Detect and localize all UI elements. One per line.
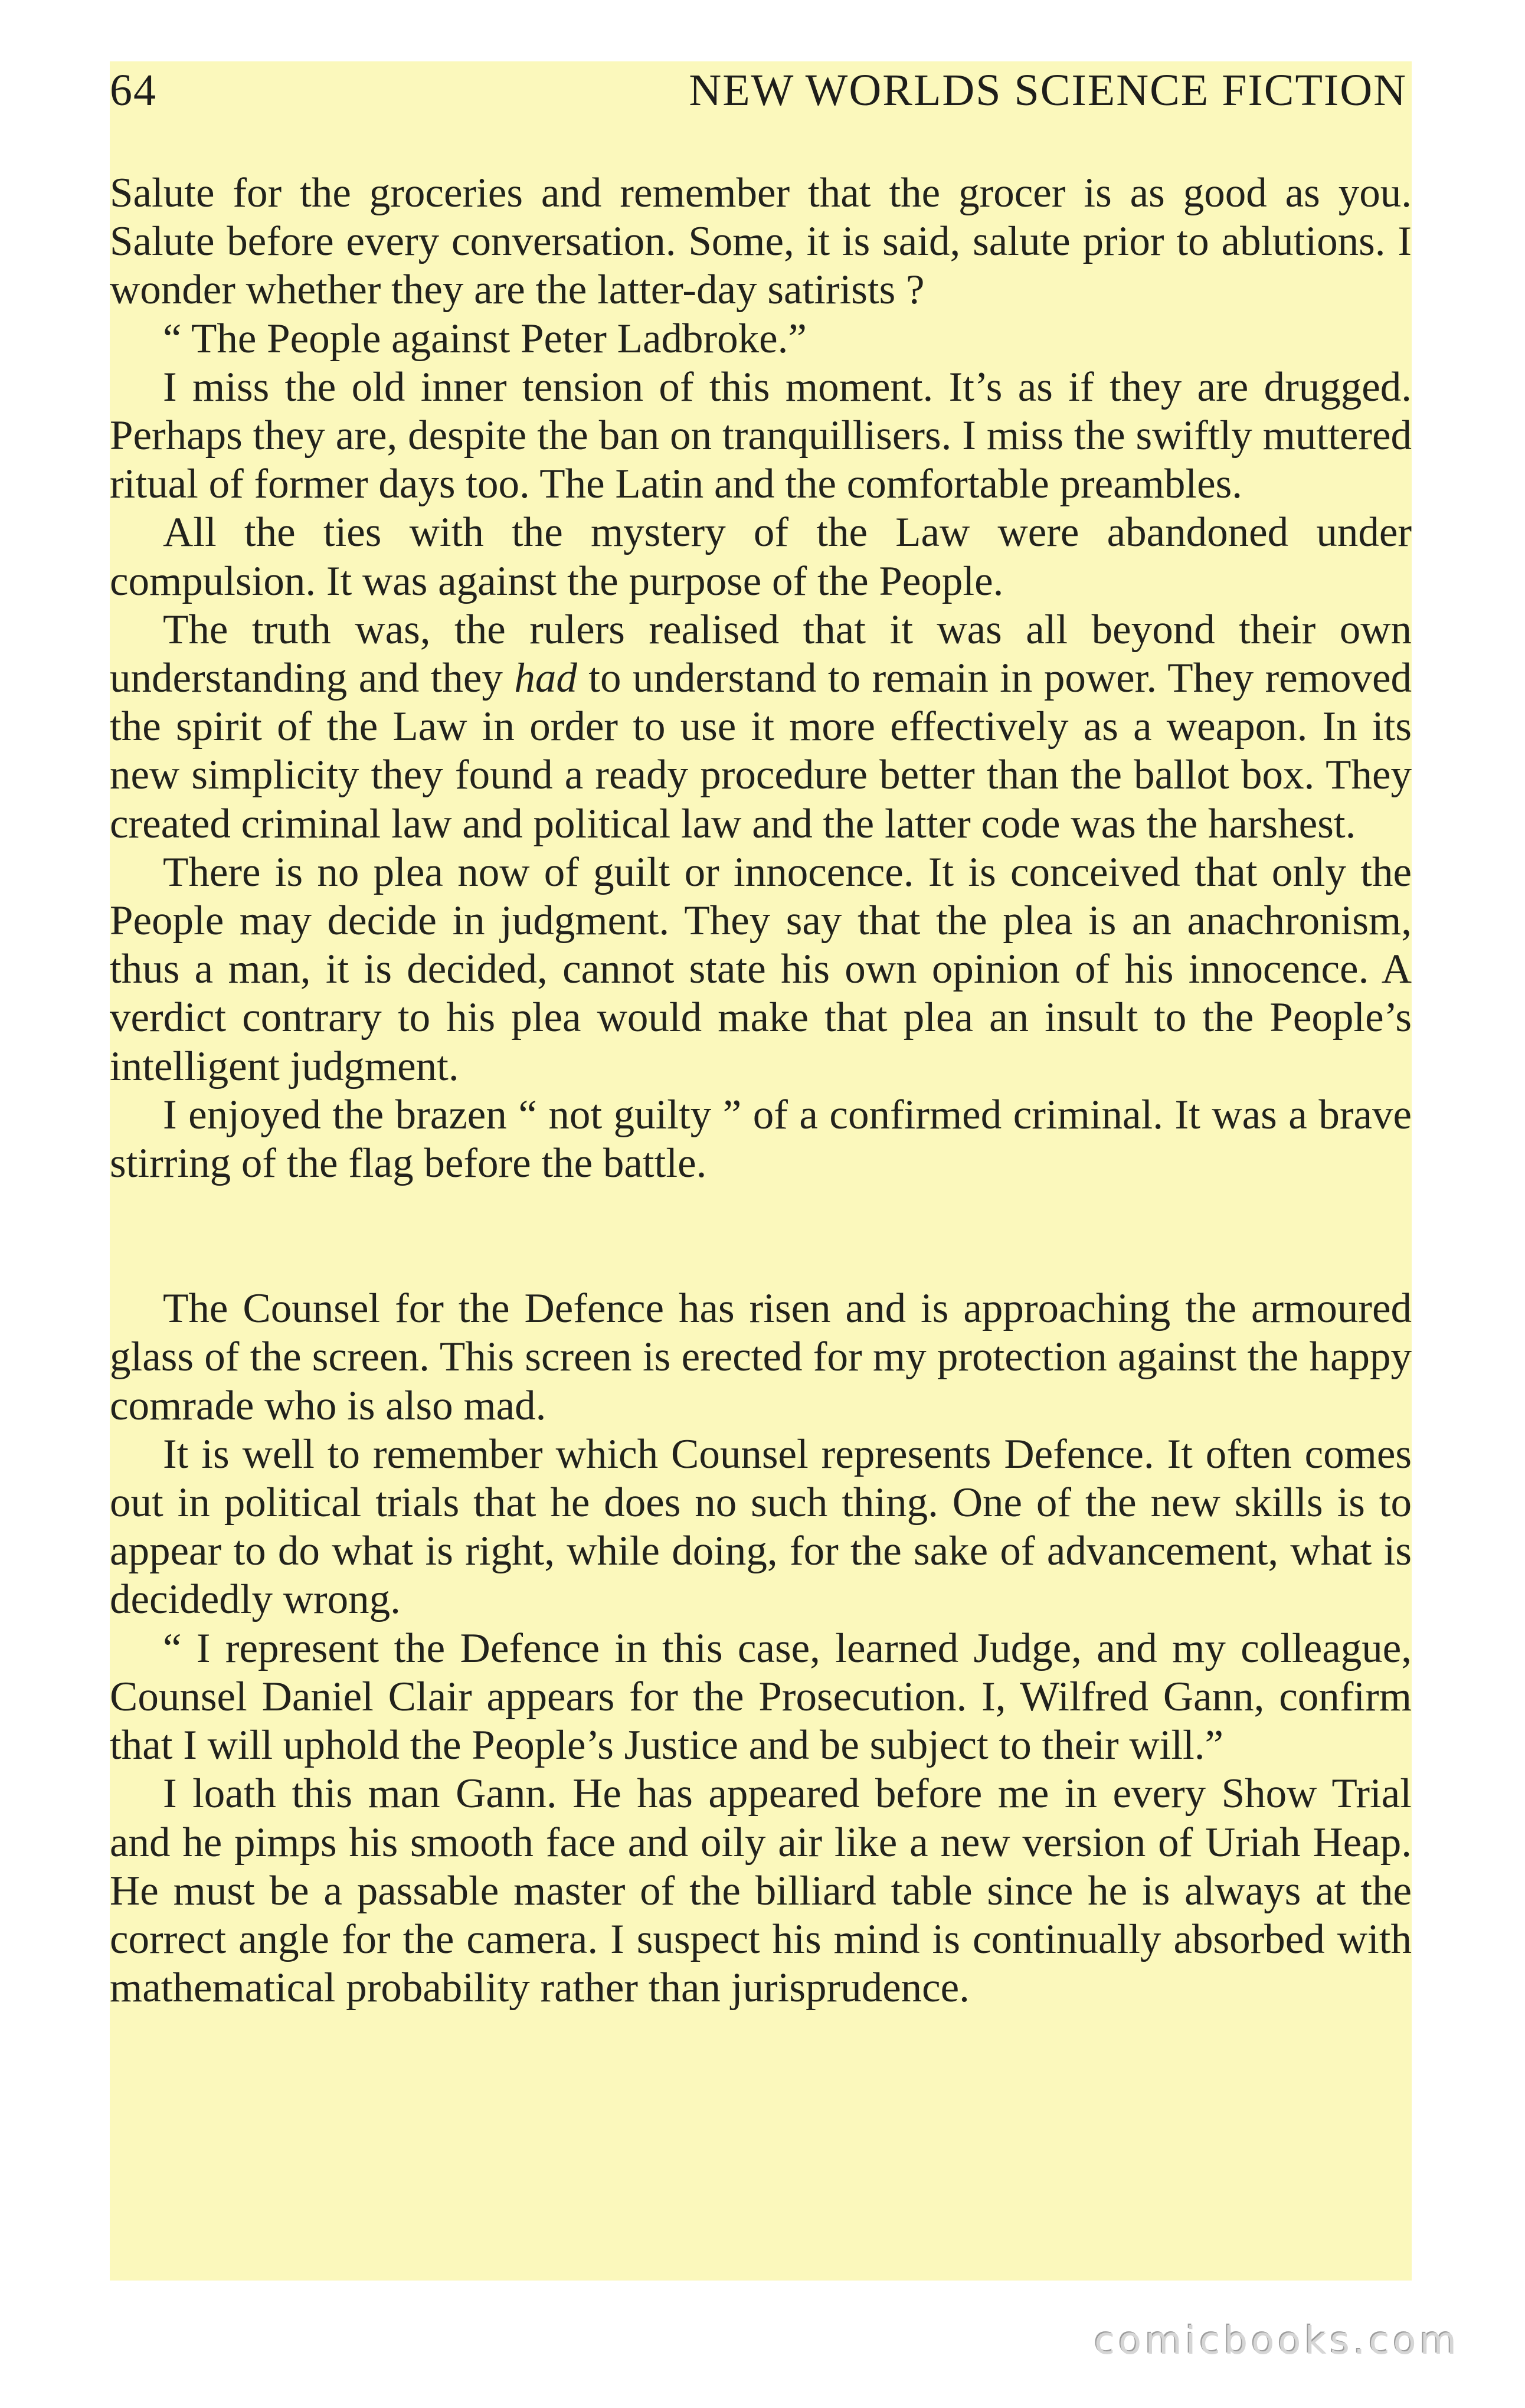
paragraph: I miss the old inner tension of this moment. It’s as if they are drugged. Perhaps they are, despite the ban on tranquillisers. I miss the swiftly muttered ritual of former days too. The Latin and the comfortable preambles. [110, 364, 1412, 508]
paragraph-text: The truth was, the rulers realised that it was all beyond their own understanding and they [110, 606, 1412, 702]
site-watermark: comicbooks.com [1094, 2319, 1460, 2363]
paragraph: “ The People against Peter Ladbroke.” [163, 315, 807, 362]
paragraph: The Counsel for the Defence has risen and is approaching the armoured glass of the screen. This screen is erected for my protection against the happy comrade who is also mad. [110, 1285, 1412, 1429]
paragraph: It is well to remember which Counsel represents Defence. It often comes out in political trials that he does no such thing. One of the new skills is to appear to do what is right, while doing, for the sake of advancement, what is decidedly wrong. [110, 1431, 1412, 1623]
emphasized-word: had [514, 655, 577, 702]
paragraph: “ I represent the Defence in this case, learned Judge, and my colleague, Counsel Daniel Clair appears for the Prosecution. I, Wilfred Gann, confirm that I will uphold the People’s Justice and be subject to their will.” [110, 1625, 1412, 1769]
paragraph: Salute for the groceries and remember that the grocer is as good as you. Salute before every conversation. Some, it is said, salute prior to ablutions. I wonder whether they are the latter-day satirists ? [110, 170, 1412, 313]
story-text [110, 169, 1412, 2012]
paragraph [110, 606, 1412, 848]
paragraph: There is no plea now of guilt or innocence. It is conceived that only the People may decide in judgment. They say that the plea is an anachronism, thus a man, it is decided, cannot state his own opinion of his innocence. A verdict contrary to his plea would make that plea an insult to the People’s intelligent judgment. [110, 849, 1412, 1090]
paragraph-text: to understand to remain in power. They removed the spirit of the Law in order to use it more effectively as a weapon. In its new simplicity they found a ready procedure better than the ballot box. They created criminal law and political law and the latter code was the harshest. [110, 655, 1412, 847]
running-head [110, 65, 1412, 136]
paragraph: I enjoyed the brazen “ not guilty ” of a confirmed criminal. It was a brave stirring of the flag before the battle. [110, 1091, 1412, 1187]
page-number: 64 [110, 66, 157, 115]
magazine-page [110, 61, 1412, 2281]
paragraph: I loath this man Gann. He has appeared before me in every Show Trial and he pimps his smooth face and oily air like a new version of Uriah Heap. He must be a passable master of the billiard table since he is always at the correct angle for the camera. I suspect his mind is continually absorbed with mathematical probability rather than jurisprudence. [110, 1771, 1412, 2011]
magazine-title: NEW WORLDS SCIENCE FICTION [689, 66, 1407, 115]
paragraph: All the ties with the mystery of the Law were abandoned under compulsion. It was against the purpose of the People. [110, 509, 1412, 604]
